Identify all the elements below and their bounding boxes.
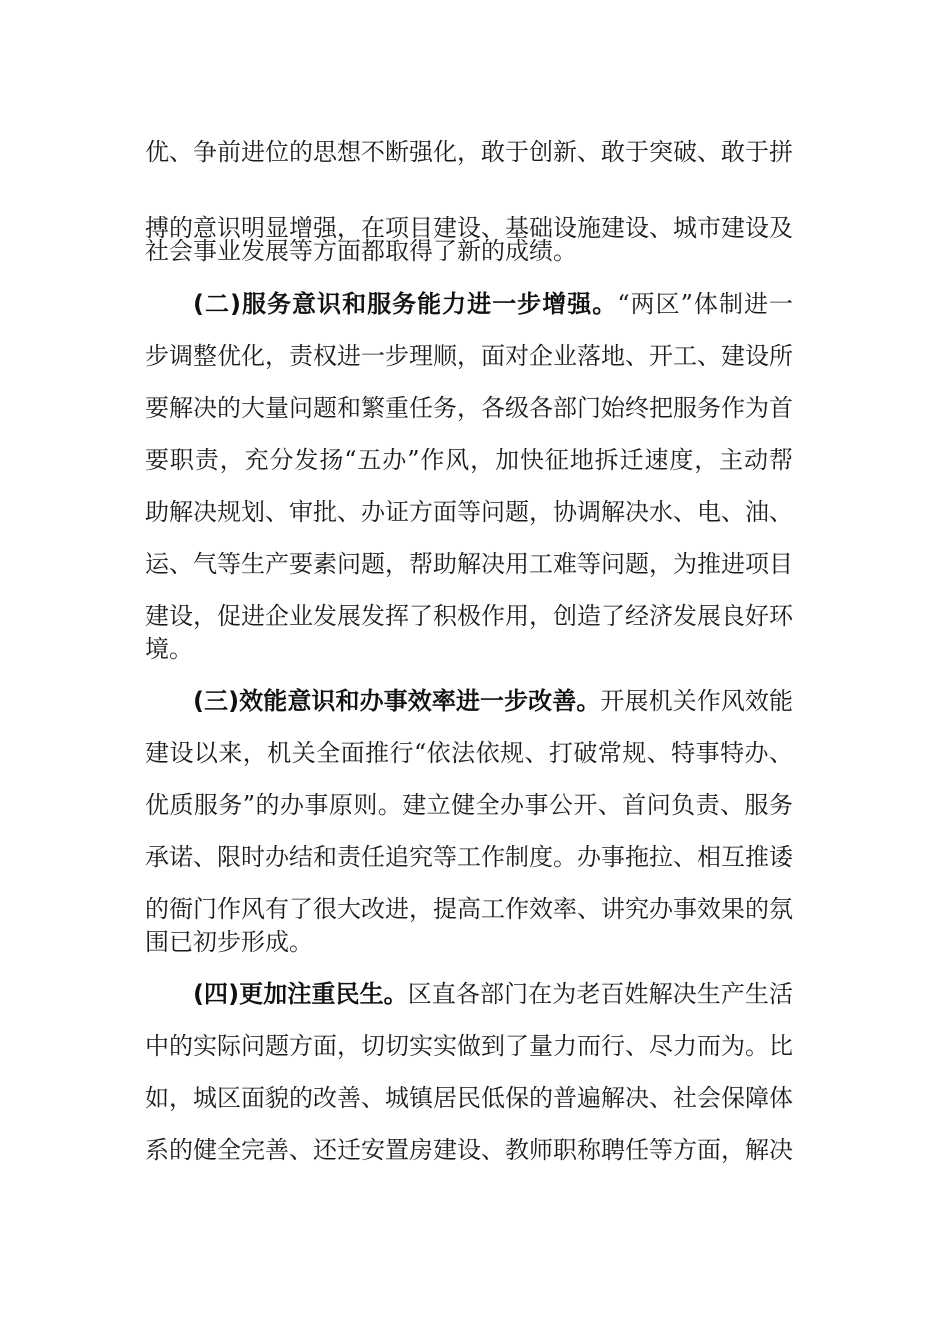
text-line: 社会事业发展等方面都取得了新的成绩。 [145, 237, 577, 265]
section-heading-line [193, 978, 793, 1010]
text-line: 系的健全完善、还迁安置房建设、教师职称聘任等方面，解决 [145, 1136, 793, 1164]
text-line: 建设以来，机关全面推行“依法依规、打破常规、特事特办、 [145, 739, 793, 767]
text-line: 助解决规划、审批、办证方面等问题，协调解决水、电、油、 [145, 498, 793, 526]
text-line: 如，城区面貌的改善、城镇居民低保的普遍解决、社会保障体 [145, 1084, 793, 1112]
text-line: 要解决的大量问题和繁重任务，各级各部门始终把服务作为首 [145, 394, 793, 422]
heading-line-rest: “两区”体制进一 [617, 290, 793, 318]
text-line: 步调整优化，责权进一步理顺，面对企业落地、开工、建设所 [145, 342, 793, 370]
text-line: 中的实际问题方面，切切实实做到了量力而行、尽力而为。比 [145, 1032, 793, 1060]
section-heading: (三)效能意识和办事效率进一步改善。 [193, 687, 601, 715]
text-line: 围已初步形成。 [145, 928, 313, 956]
text-line: 承诺、限时办结和责任追究等工作制度。办事拖拉、相互推诿 [145, 843, 793, 871]
section-heading: (二)服务意识和服务能力进一步增强。 [193, 290, 618, 318]
text-line: 优、争前进位的思想不断强化，敢于创新、敢于突破、敢于拼 [145, 138, 793, 166]
text-line: 建设，促进企业发展发挥了积极作用，创造了经济发展良好环 [145, 602, 793, 630]
heading-line-rest: 开展机关作风效能 [600, 687, 793, 715]
section-heading-line [193, 685, 793, 717]
text-line: 搏的意识明显增强，在项目建设、基础设施建设、城市建设及 [145, 214, 793, 242]
text-line: 境。 [145, 635, 193, 663]
text-line: 要职责，充分发扬“五办”作风，加快征地拆迁速度，主动帮 [145, 446, 793, 474]
text-line: 的衙门作风有了很大改进，提高工作效率、讲究办事效果的氛 [145, 895, 793, 923]
text-line: 运、气等生产要素问题，帮助解决用工难等问题，为推进项目 [145, 550, 793, 578]
heading-line-rest: 区直各部门在为老百姓解决生产生活 [407, 980, 793, 1008]
text-line: 优质服务”的办事原则。建立健全办事公开、首问负责、服务 [145, 791, 793, 819]
section-heading: (四)更加注重民生。 [193, 980, 408, 1008]
section-heading-line [193, 288, 793, 320]
